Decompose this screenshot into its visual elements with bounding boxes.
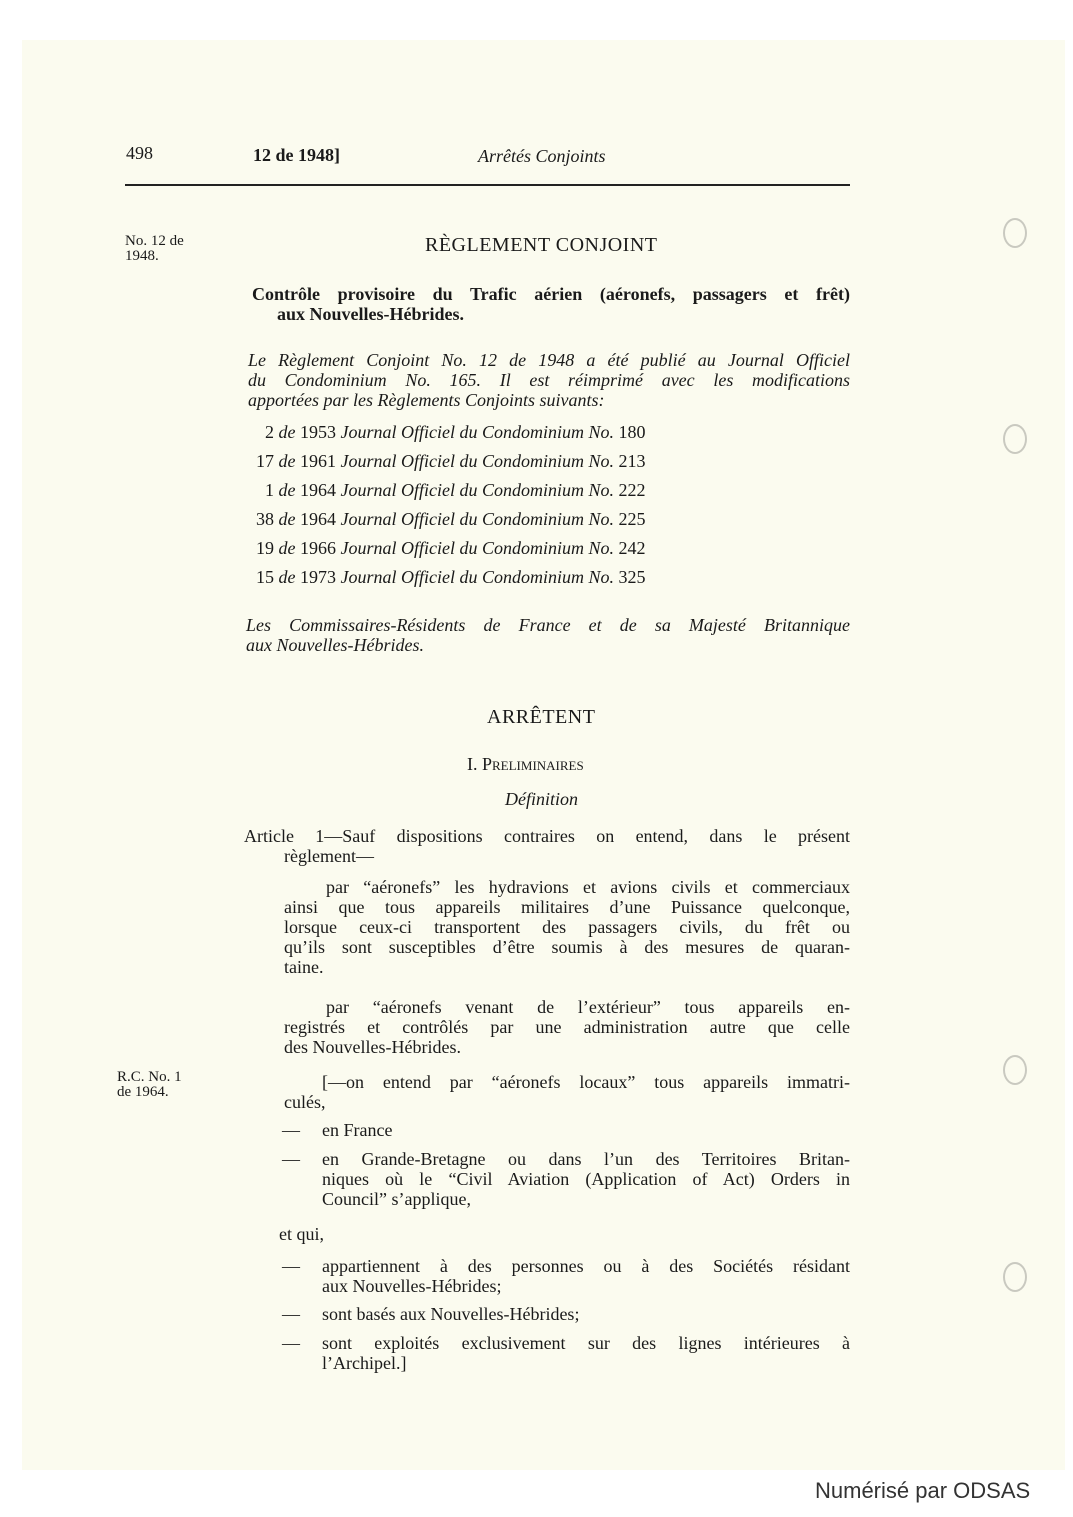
dash-bullet: —	[282, 1304, 300, 1324]
margin-note-line: de 1964.	[117, 1084, 169, 1100]
dash-list	[282, 1256, 850, 1373]
entry-jo-number: 213	[618, 451, 646, 471]
punch-hole-icon	[1003, 1055, 1027, 1085]
margin-note-line: No. 12 de	[125, 233, 184, 249]
running-title: Arrêtés Conjoints	[478, 146, 606, 166]
paragraph-exterieur	[284, 997, 850, 1057]
punch-hole-icon	[1003, 1262, 1027, 1292]
entry-journal: Journal Officiel du Condominium No.	[340, 538, 614, 558]
digitization-credit: Numérisé par ODSAS	[815, 1478, 1031, 1503]
dash-bullet: —	[282, 1333, 300, 1353]
dash-bullet: —	[282, 1149, 300, 1169]
commissaires-paragraph	[246, 615, 850, 655]
dash-bullet: —	[282, 1120, 300, 1140]
entry-journal: Journal Officiel du Condominium No.	[340, 567, 614, 587]
list-item-line: Council” s’applique,	[322, 1189, 471, 1209]
list-item-text	[322, 1333, 850, 1373]
entry-journal: Journal Officiel du Condominium No.	[340, 480, 614, 500]
paragraph-line: culés,	[284, 1092, 326, 1112]
intro-paragraph	[248, 350, 850, 410]
paragraph-line: lorsque ceux-ci transportent des passagers civils, du frêt ou	[284, 917, 850, 937]
arretent-heading: ARRÊTENT	[487, 706, 596, 728]
entry-de: de	[278, 538, 296, 558]
margin-note-line: R.C. No. 1	[117, 1069, 182, 1085]
list-item-line: l’Archipel.]	[322, 1353, 407, 1373]
dash-list	[282, 1120, 850, 1209]
page-number: 498	[126, 143, 153, 163]
journal-entry	[246, 451, 726, 480]
punch-hole-icon	[1003, 424, 1027, 454]
journal-entry	[246, 480, 726, 509]
article-line: Article 1—Sauf dispositions contraires on entend, dans le présent	[244, 826, 850, 846]
margin-note	[125, 234, 184, 264]
list-item	[282, 1149, 850, 1209]
journal-entry	[246, 509, 726, 538]
list-item-text	[322, 1149, 850, 1209]
journal-entry	[246, 422, 726, 451]
list-item-line: aux Nouvelles-Hébrides;	[322, 1276, 502, 1296]
entry-de: de	[278, 480, 296, 500]
entry-number: 38	[256, 509, 274, 529]
article-1	[244, 826, 850, 866]
margin-note	[117, 1070, 182, 1100]
entry-jo-number: 325	[618, 567, 646, 587]
entry-de: de	[278, 567, 296, 587]
subtitle-line: Contrôle provisoire du Trafic aérien (aéronefs, passagers et frêt)	[252, 284, 850, 304]
entry-year: 1953	[300, 422, 336, 442]
intro-line: apportées par les Règlements Conjoints suivants:	[248, 390, 605, 410]
paragraph-line: taine.	[284, 957, 324, 977]
et-qui: et qui,	[279, 1224, 324, 1244]
list-item-text: en France	[322, 1120, 393, 1140]
entry-year: 1964	[300, 509, 336, 529]
list-item-line: appartiennent à des personnes ou à des Sociétés résidant	[322, 1256, 850, 1276]
list-item	[282, 1256, 850, 1296]
list-item	[282, 1120, 850, 1141]
journal-entry	[246, 538, 726, 567]
entry-jo-number: 180	[618, 422, 646, 442]
intro-line: Le Règlement Conjoint No. 12 de 1948 a été publié au Journal Officiel	[248, 350, 850, 370]
margin-note-line: 1948.	[125, 248, 159, 264]
commissaires-line: Les Commissaires-Résidents de France et de sa Majesté Britannique	[246, 615, 850, 635]
paragraph-line: par “aéronefs” les hydravions et avions civils et commerciaux	[326, 877, 850, 897]
entry-journal: Journal Officiel du Condominium No.	[340, 422, 614, 442]
paragraph-line: ainsi que tous appareils militaires d’une Puissance quelconque,	[284, 897, 850, 917]
paragraph-line: par “aéronefs venant de l’extérieur” tous appareils en-	[326, 997, 850, 1017]
entry-year: 1961	[300, 451, 336, 471]
entry-number: 15	[256, 567, 274, 587]
punch-hole-icon	[1003, 218, 1027, 248]
paragraph-line: registrés et contrôlés par une administration autre que celle	[284, 1017, 850, 1037]
commissaires-line: aux Nouvelles-Hébrides.	[246, 635, 424, 655]
subtitle-line: aux Nouvelles-Hébrides.	[277, 304, 464, 324]
entry-de: de	[278, 509, 296, 529]
entry-journal: Journal Officiel du Condominium No.	[340, 451, 614, 471]
paragraph-line: des Nouvelles-Hébrides.	[284, 1037, 461, 1057]
list-item-text	[322, 1256, 850, 1296]
entry-de: de	[278, 422, 296, 442]
article-line: règlement—	[284, 846, 374, 866]
list-item	[282, 1304, 850, 1325]
list-item-line: sont exploités exclusivement sur des lignes intérieures à	[322, 1333, 850, 1353]
entry-journal: Journal Officiel du Condominium No.	[340, 509, 614, 529]
paragraph-locaux	[284, 1072, 850, 1112]
paragraph-aeronefs	[284, 877, 850, 977]
entry-number: 17	[256, 451, 274, 471]
entry-jo-number: 242	[618, 538, 646, 558]
header-rule	[125, 184, 850, 186]
entry-number: 1	[265, 480, 274, 500]
journal-list	[246, 422, 726, 596]
entry-number: 19	[256, 538, 274, 558]
intro-line: du Condominium No. 165. Il est réimprimé avec les modifications	[248, 370, 850, 390]
entry-jo-number: 225	[618, 509, 646, 529]
paragraph-line: qu’ils sont susceptibles d’être soumis à des mesures de quaran-	[284, 937, 850, 957]
journal-entry	[246, 567, 726, 596]
entry-year: 1964	[300, 480, 336, 500]
header-reference: 12 de 1948]	[253, 145, 340, 165]
list-item-text: sont basés aux Nouvelles-Hébrides;	[322, 1304, 580, 1324]
list-item-line: en Grande-Bretagne ou dans l’un des Territoires Britan-	[322, 1149, 850, 1169]
list-item-line: niques où le “Civil Aviation (Application of Act) Orders in	[322, 1169, 850, 1189]
entry-year: 1973	[300, 567, 336, 587]
entry-de: de	[278, 451, 296, 471]
list-item	[282, 1333, 850, 1373]
entry-number: 2	[265, 422, 274, 442]
entry-year: 1966	[300, 538, 336, 558]
document-title: RÈGLEMENT CONJOINT	[425, 234, 658, 256]
paragraph-line: [—on entend par “aéronefs locaux” tous appareils immatri-	[322, 1072, 850, 1092]
entry-jo-number: 222	[618, 480, 646, 500]
section-heading: I. Preliminaires	[467, 754, 584, 774]
definition-heading: Définition	[505, 789, 578, 809]
dash-bullet: —	[282, 1256, 300, 1276]
